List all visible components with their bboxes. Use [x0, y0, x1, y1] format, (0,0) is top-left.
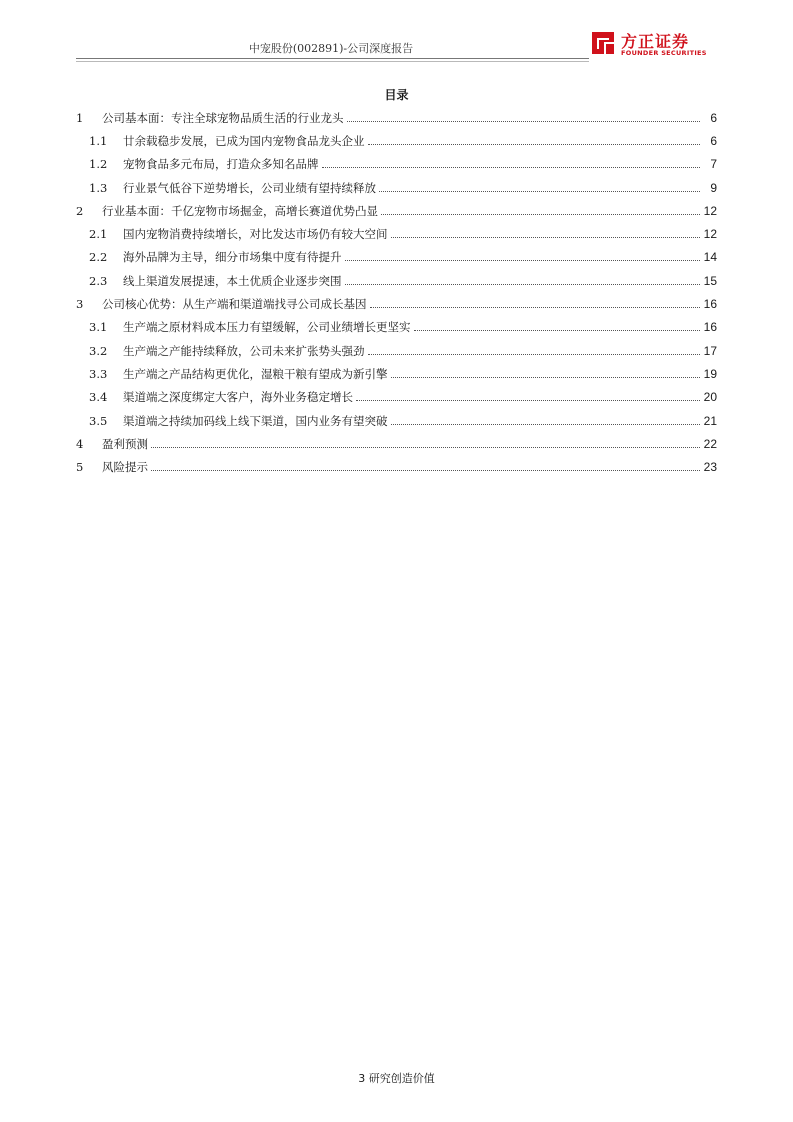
- toc-entry-number: 3.1: [89, 320, 108, 335]
- toc-entry-page: 6: [710, 133, 717, 148]
- toc-dot-leader: [347, 120, 701, 122]
- toc-entry-number: 3: [76, 297, 84, 312]
- toc-dot-leader: [381, 213, 700, 215]
- toc-dot-leader: [356, 399, 700, 401]
- toc-entry[interactable]: [76, 432, 717, 455]
- toc-entry-page: 9: [710, 180, 717, 195]
- toc-entry-page: 6: [710, 110, 717, 125]
- toc-entry[interactable]: [76, 246, 717, 269]
- toc-dot-leader: [322, 166, 701, 168]
- toc-entry[interactable]: [76, 339, 717, 362]
- toc-dot-leader: [391, 376, 701, 378]
- page-footer: 3 研究创造价值: [358, 1072, 435, 1085]
- toc-entry-title[interactable]: 生产端之原材料成本压力有望缓解，公司业绩增长更坚实: [123, 320, 411, 335]
- toc-entry[interactable]: [76, 269, 717, 292]
- toc-dot-leader: [379, 190, 700, 192]
- toc-entry-title[interactable]: 公司基本面：专注全球宠物品质生活的行业龙头: [102, 110, 344, 125]
- toc-entry[interactable]: [76, 362, 717, 385]
- toc-entry-number: 1: [76, 110, 84, 125]
- toc-entry-title[interactable]: 风险提示: [102, 460, 148, 475]
- logo-english-text: FOUNDER SECURITIES: [621, 49, 707, 57]
- toc-entry-page: 12: [703, 203, 717, 218]
- toc-entry-number: 3.2: [89, 343, 108, 358]
- logo-chinese-text: 方正证券: [621, 32, 690, 51]
- toc-entry-number: 3.3: [89, 366, 108, 381]
- toc-dot-leader: [391, 423, 701, 425]
- toc-entry-title[interactable]: 行业景气低谷下逆势增长，公司业绩有望持续释放: [123, 180, 376, 195]
- toc-entry-title[interactable]: 盈利预测: [102, 436, 148, 451]
- toc-entry[interactable]: [76, 222, 717, 245]
- toc-heading: 目录: [384, 88, 409, 102]
- toc-entry[interactable]: [76, 455, 717, 478]
- toc-entry[interactable]: [76, 106, 717, 129]
- table-of-contents: [76, 106, 717, 479]
- toc-entry[interactable]: [76, 199, 717, 222]
- toc-dot-leader: [345, 283, 701, 285]
- toc-entry-number: 1.1: [89, 133, 108, 148]
- founder-securities-logo: [590, 28, 720, 62]
- toc-entry-number: 2.3: [89, 273, 108, 288]
- toc-entry-page: 22: [703, 436, 717, 451]
- toc-entry-page: 15: [703, 273, 717, 288]
- toc-entry[interactable]: [76, 153, 717, 176]
- toc-entry-title[interactable]: 宠物食品多元布局，打造众多知名品牌: [123, 157, 319, 172]
- toc-entry-number: 2.1: [89, 227, 108, 242]
- toc-entry[interactable]: [76, 129, 717, 152]
- toc-entry-page: 16: [703, 297, 717, 312]
- toc-entry-number: 3.4: [89, 390, 108, 405]
- toc-entry-number: 3.5: [89, 413, 108, 428]
- toc-entry-number: 1.3: [89, 180, 108, 195]
- toc-dot-leader: [151, 469, 700, 471]
- header-divider-secondary: [76, 61, 589, 62]
- toc-entry-page: 16: [703, 320, 717, 335]
- founder-logo-icon: [590, 30, 616, 56]
- toc-entry-title[interactable]: 海外品牌为主导，细分市场集中度有待提升: [123, 250, 342, 265]
- toc-entry-page: 23: [703, 460, 717, 475]
- toc-entry[interactable]: [76, 316, 717, 339]
- toc-entry-title[interactable]: 渠道端之深度绑定大客户，海外业务稳定增长: [123, 390, 353, 405]
- report-title: 中宠股份(002891)-公司深度报告: [248, 42, 414, 55]
- toc-entry-page: 20: [703, 390, 717, 405]
- toc-entry-number: 1.2: [89, 157, 108, 172]
- toc-entry-page: 17: [703, 343, 717, 358]
- toc-entry-title[interactable]: 生产端之产能持续释放，公司未来扩张势头强劲: [123, 343, 365, 358]
- toc-dot-leader: [368, 143, 701, 145]
- toc-entry[interactable]: [76, 292, 717, 315]
- toc-entry-page: 14: [703, 250, 717, 265]
- toc-entry-title[interactable]: 廿余载稳步发展，已成为国内宠物食品龙头企业: [123, 133, 365, 148]
- toc-entry-page: 7: [710, 157, 717, 172]
- toc-entry-number: 5: [76, 460, 84, 475]
- toc-entry[interactable]: [76, 386, 717, 409]
- toc-entry-number: 2: [76, 203, 84, 218]
- toc-entry-number: 4: [76, 436, 84, 451]
- toc-entry-title[interactable]: 公司核心优势：从生产端和渠道端找寻公司成长基因: [102, 297, 367, 312]
- toc-entry[interactable]: [76, 409, 717, 432]
- toc-entry-page: 19: [703, 366, 717, 381]
- toc-entry-title[interactable]: 渠道端之持续加码线上线下渠道，国内业务有望突破: [123, 413, 388, 428]
- toc-entry-title[interactable]: 生产端之产品结构更优化，湿粮干粮有望成为新引擎: [123, 366, 388, 381]
- toc-entry-title[interactable]: 行业基本面：千亿宠物市场掘金，高增长赛道优势凸显: [102, 203, 378, 218]
- toc-entry-title[interactable]: 线上渠道发展提速，本土优质企业逐步突围: [123, 273, 342, 288]
- page-header: [76, 30, 716, 64]
- toc-entry-page: 21: [703, 413, 717, 428]
- toc-dot-leader: [391, 236, 701, 238]
- header-divider: [76, 58, 589, 59]
- toc-entry-title[interactable]: 国内宠物消费持续增长，对比发达市场仍有较大空间: [123, 227, 388, 242]
- toc-dot-leader: [345, 259, 701, 261]
- toc-dot-leader: [414, 329, 701, 331]
- toc-dot-leader: [151, 446, 700, 448]
- toc-entry[interactable]: [76, 176, 717, 199]
- toc-dot-leader: [368, 353, 701, 355]
- toc-entry-number: 2.2: [89, 250, 108, 265]
- toc-dot-leader: [370, 306, 701, 308]
- toc-entry-page: 12: [703, 227, 717, 242]
